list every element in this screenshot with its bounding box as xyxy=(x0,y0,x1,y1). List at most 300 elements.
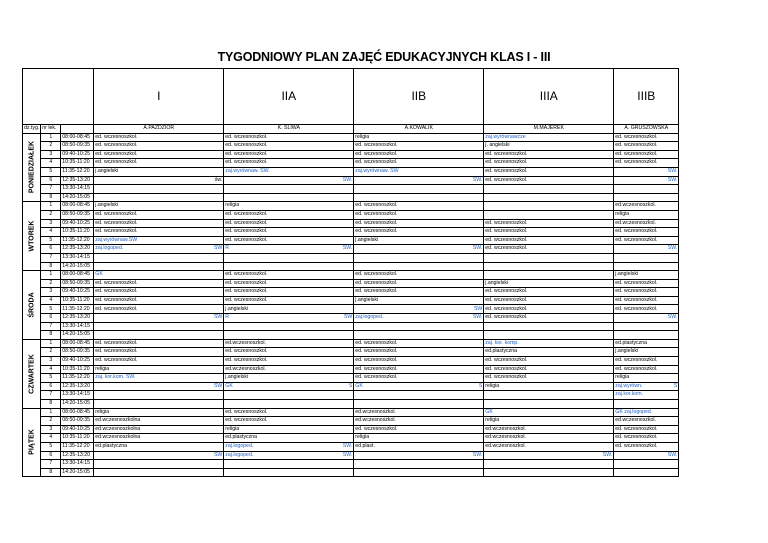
subject-cell xyxy=(354,245,484,254)
lesson-row xyxy=(23,357,679,366)
subject-cell xyxy=(354,382,484,391)
subject-cell xyxy=(354,408,484,417)
subject-content xyxy=(355,202,482,210)
subject-cell xyxy=(354,365,484,374)
lesson-row xyxy=(23,185,679,194)
lesson-row xyxy=(23,365,679,374)
subject-cell xyxy=(614,219,679,228)
subject-cell xyxy=(224,339,354,348)
lesson-number: 3 xyxy=(41,150,61,159)
room-note: ŚW. xyxy=(342,443,353,450)
subject-cell xyxy=(94,451,224,460)
subject-cell xyxy=(484,391,614,400)
subject-cell xyxy=(224,425,354,434)
lesson-number: 6 xyxy=(41,451,61,460)
subject-cell xyxy=(484,305,614,314)
subject-cell xyxy=(354,176,484,185)
subject-text: ed. wczesnoszkol. xyxy=(225,296,268,303)
subject-text: ed. wczesnoszkol. xyxy=(225,219,268,226)
subject-cell xyxy=(614,460,679,469)
subject-cell xyxy=(484,331,614,340)
subject-cell xyxy=(354,262,484,271)
subject-cell xyxy=(224,374,354,383)
subject-text: ed. wczesnoszkol. xyxy=(95,150,138,157)
lesson-row xyxy=(23,400,679,409)
subject-cell xyxy=(484,279,614,288)
subject-content xyxy=(95,314,222,322)
subject-content xyxy=(95,340,222,348)
subject-cell xyxy=(94,133,224,142)
subject-text: ed.wczesnoszkol. xyxy=(355,417,396,424)
subject-content xyxy=(95,211,222,219)
day-label xyxy=(23,133,41,202)
subject-text: ed. wczesnoszkol. xyxy=(95,339,138,346)
subject-cell xyxy=(484,167,614,176)
subject-content xyxy=(615,151,677,159)
subject-cell xyxy=(354,442,484,451)
subject-content xyxy=(615,220,677,228)
subject-content xyxy=(615,306,677,314)
room-note: ŚW. xyxy=(667,245,678,252)
subject-content xyxy=(225,452,352,460)
subject-text: ed.wczesnoszkolna xyxy=(95,417,141,424)
subject-text: ed. wczesnoszkol. xyxy=(355,279,398,286)
room-note: ŚW xyxy=(213,451,223,458)
lesson-row xyxy=(23,442,679,451)
subject-content xyxy=(355,177,482,185)
subject-cell xyxy=(484,322,614,331)
lesson-time: 14:20-15:05 xyxy=(61,400,94,409)
subject-cell xyxy=(94,202,224,211)
subject-content xyxy=(615,134,677,142)
subject-content xyxy=(225,443,352,451)
subject-cell xyxy=(94,400,224,409)
lesson-row xyxy=(23,348,679,357)
lesson-row xyxy=(23,305,679,314)
subject-cell xyxy=(354,348,484,357)
subject-cell xyxy=(224,210,354,219)
subject-cell xyxy=(224,150,354,159)
subject-text: ed. wczesnoszkol. xyxy=(355,142,398,149)
lesson-time: 08:50-09:35 xyxy=(61,279,94,288)
subject-cell xyxy=(354,357,484,366)
subject-text: zaj.logoped. xyxy=(225,443,254,450)
subject-cell xyxy=(484,314,614,323)
room-note: ŚW. xyxy=(342,176,353,183)
lesson-number: 4 xyxy=(41,228,61,237)
room-note: ŚW. xyxy=(602,451,613,458)
teacher-name: A.PAŹDZIOR xyxy=(94,125,224,134)
subject-cell xyxy=(94,357,224,366)
subject-cell xyxy=(354,236,484,245)
lesson-row xyxy=(23,451,679,460)
lesson-number: 3 xyxy=(41,288,61,297)
subject-content xyxy=(95,168,222,176)
subject-content xyxy=(485,348,612,356)
subject-text: ed. wczesnoszkol. xyxy=(615,296,658,303)
subject-cell xyxy=(94,253,224,262)
lesson-row xyxy=(23,374,679,383)
subject-content xyxy=(485,151,612,159)
subject-text: ed. wczesnoszkol. xyxy=(95,133,138,140)
subject-cell xyxy=(94,271,224,280)
subject-content xyxy=(355,383,482,391)
lesson-time: 12:35-13:20 xyxy=(61,314,94,323)
subject-cell xyxy=(224,296,354,305)
subject-cell xyxy=(354,331,484,340)
subject-cell xyxy=(484,219,614,228)
subject-text: j.angielski xyxy=(485,279,509,286)
subject-text: ed. wczesnoszkol. xyxy=(615,279,658,286)
lesson-time: 12:35-13:20 xyxy=(61,451,94,460)
subject-text: zaj.logoped. xyxy=(355,314,384,321)
subject-text: ed. wczesnoszkol. xyxy=(225,279,268,286)
lesson-time: 09:40-10:25 xyxy=(61,219,94,228)
subject-text: GK xyxy=(95,271,103,278)
subject-text: ed. wczesnoszkol. xyxy=(355,425,398,432)
subject-text: ed.wczesnoszkol. xyxy=(225,365,266,372)
subject-cell xyxy=(354,228,484,237)
subject-cell xyxy=(224,468,354,477)
subject-content xyxy=(615,417,677,425)
subject-text: ed. wczesnoszkol. xyxy=(615,133,658,140)
subject-text: j.angielski xyxy=(95,168,119,175)
lesson-number: 1 xyxy=(41,133,61,142)
subject-cell xyxy=(484,348,614,357)
lesson-time: 11:35-12:20 xyxy=(61,305,94,314)
subject-content xyxy=(615,142,677,150)
subject-cell xyxy=(94,374,224,383)
subject-content xyxy=(225,228,352,236)
room-note: ŚW. xyxy=(472,245,483,252)
subject-text: ed.wczesnoszkol. xyxy=(225,339,266,346)
subject-cell xyxy=(354,425,484,434)
subject-text: ed. wczesnoszkol. xyxy=(615,228,658,235)
lesson-time: 09:40-10:25 xyxy=(61,288,94,297)
subject-cell xyxy=(94,296,224,305)
subject-content xyxy=(615,202,677,210)
subject-content xyxy=(355,357,482,365)
subject-cell xyxy=(94,228,224,237)
subject-content xyxy=(225,271,352,279)
subject-content xyxy=(615,391,677,399)
subject-content xyxy=(225,288,352,296)
subject-content xyxy=(95,228,222,236)
lesson-row xyxy=(23,417,679,426)
lesson-row xyxy=(23,133,679,142)
subject-cell xyxy=(354,434,484,443)
lesson-row xyxy=(23,331,679,340)
subject-content xyxy=(485,245,612,253)
subject-text: R xyxy=(225,314,230,321)
subject-content xyxy=(485,383,612,391)
subject-text: ed. wczesnoszkol. xyxy=(95,142,138,149)
subject-content xyxy=(225,142,352,150)
subject-cell xyxy=(224,408,354,417)
subject-content xyxy=(615,434,677,442)
subject-cell xyxy=(224,400,354,409)
subject-content xyxy=(225,340,352,348)
subject-cell xyxy=(484,150,614,159)
subject-text: zaj.wyrówn. xyxy=(615,382,643,389)
subject-cell xyxy=(484,400,614,409)
lesson-number: 7 xyxy=(41,391,61,400)
subject-text: R xyxy=(225,245,230,252)
subject-text: ed. wczesnoszkol. xyxy=(95,357,138,364)
teacher-name: A.KOWALIK xyxy=(354,125,484,134)
lesson-row xyxy=(23,142,679,151)
subject-cell xyxy=(94,460,224,469)
room-note: ŚW. xyxy=(342,451,353,458)
subject-text: zaj.logoped. xyxy=(225,451,254,458)
subject-text: ed. wczesnoszkol. xyxy=(615,365,658,372)
subject-text: ed. wczesnoszkol. xyxy=(485,305,528,312)
subject-content xyxy=(485,357,612,365)
lesson-row xyxy=(23,262,679,271)
subject-text: ed. wczesnoszkol. xyxy=(225,236,268,243)
subject-text: ed. wczesnoszkol. xyxy=(95,348,138,355)
teacher-name: K. ŚLIWA xyxy=(224,125,354,134)
subject-cell xyxy=(94,339,224,348)
subject-content xyxy=(355,228,482,236)
day-name: PIĄTEK xyxy=(27,429,35,456)
room-note: Ś xyxy=(673,382,678,389)
lesson-number: 7 xyxy=(41,322,61,331)
lesson-number: 5 xyxy=(41,442,61,451)
lesson-number: 2 xyxy=(41,279,61,288)
subject-content xyxy=(615,348,677,356)
subject-content xyxy=(95,306,222,314)
subject-content xyxy=(225,134,352,142)
subject-content xyxy=(225,245,352,253)
subject-cell xyxy=(354,142,484,151)
lesson-time: 10:35-11:20 xyxy=(61,365,94,374)
subject-text: j.angielski xyxy=(355,236,379,243)
subject-cell xyxy=(484,176,614,185)
subject-text: ed. wczesnoszkol. xyxy=(485,296,528,303)
subject-cell xyxy=(614,176,679,185)
subject-cell xyxy=(614,167,679,176)
room-note: ŚW. xyxy=(472,176,483,183)
lesson-time: 08:00-08:45 xyxy=(61,202,94,211)
subject-cell xyxy=(614,202,679,211)
subject-content xyxy=(615,159,677,167)
subject-content xyxy=(95,245,222,253)
lesson-time: 10:35-11:20 xyxy=(61,296,94,305)
subject-text: ed. wczesnoszkol. xyxy=(615,357,658,364)
subject-content xyxy=(95,417,222,425)
subject-text: ed. wczesnoszkol. xyxy=(355,202,398,209)
subject-content xyxy=(355,409,482,417)
subject-cell xyxy=(354,193,484,202)
subject-cell xyxy=(484,468,614,477)
subject-content xyxy=(225,348,352,356)
subject-cell xyxy=(94,425,224,434)
subject-cell xyxy=(224,271,354,280)
subject-cell xyxy=(354,468,484,477)
subject-cell xyxy=(614,305,679,314)
subject-cell xyxy=(354,210,484,219)
subject-text: ed. wczesnoszkol. xyxy=(225,408,268,415)
subject-content xyxy=(355,159,482,167)
lesson-number: 4 xyxy=(41,296,61,305)
class-name: IIIB xyxy=(614,69,679,125)
subject-cell xyxy=(94,365,224,374)
subject-text: ed. wczesnoszkol. xyxy=(355,219,398,226)
lesson-row xyxy=(23,391,679,400)
subject-cell xyxy=(94,176,224,185)
lesson-row xyxy=(23,288,679,297)
subject-cell xyxy=(484,374,614,383)
subject-text: ed. wczesnoszkol. xyxy=(485,245,528,252)
subject-cell xyxy=(224,236,354,245)
teacher-name: A. GRUSZOWSKA xyxy=(614,125,679,134)
lesson-number: 6 xyxy=(41,314,61,323)
subject-text: ed. wczesnoszkol. xyxy=(355,374,398,381)
lesson-number: 6 xyxy=(41,245,61,254)
subject-text: ed.wczesnoszkol. xyxy=(355,408,396,415)
subject-content xyxy=(225,366,352,374)
subject-content xyxy=(615,245,677,253)
lesson-number: 4 xyxy=(41,365,61,374)
subject-text: ed. wczesnoszkol. xyxy=(355,365,398,372)
subject-cell xyxy=(94,279,224,288)
day-name: PONIEDZIAŁEK xyxy=(27,141,35,194)
lesson-row xyxy=(23,434,679,443)
subject-text: religia xyxy=(225,202,240,209)
subject-content xyxy=(615,297,677,305)
subject-content xyxy=(95,177,222,185)
subject-content xyxy=(615,280,677,288)
subject-content xyxy=(485,443,612,451)
subject-cell xyxy=(224,253,354,262)
subject-content xyxy=(355,280,482,288)
subject-cell xyxy=(484,288,614,297)
lesson-time: 10:35-11:20 xyxy=(61,434,94,443)
lesson-time: 08:50-09:35 xyxy=(61,417,94,426)
subject-content xyxy=(225,151,352,159)
lesson-number: 4 xyxy=(41,159,61,168)
class-name: IIA xyxy=(224,69,354,125)
subject-content xyxy=(355,271,482,279)
subject-cell xyxy=(614,417,679,426)
lesson-row xyxy=(23,245,679,254)
subject-text: ed. wczesnoszkol. xyxy=(225,159,268,166)
subject-text: ed. wczesnoszkol. xyxy=(225,417,268,424)
subject-cell xyxy=(94,322,224,331)
subject-cell xyxy=(484,451,614,460)
subject-text: ed. wczesnoszkol. xyxy=(615,443,658,450)
subject-content xyxy=(615,168,677,176)
subject-content xyxy=(355,297,482,305)
subject-content xyxy=(485,288,612,296)
subject-cell xyxy=(614,288,679,297)
subject-content xyxy=(615,409,677,417)
subject-cell xyxy=(614,236,679,245)
lesson-time: 12:35-13:20 xyxy=(61,245,94,254)
subject-cell xyxy=(484,425,614,434)
subject-cell xyxy=(224,288,354,297)
room-note: ŚW. xyxy=(342,245,353,252)
subject-text: ed. wczesnoszkol. xyxy=(615,236,658,243)
subject-cell xyxy=(94,314,224,323)
subject-text: religia xyxy=(355,133,370,140)
subject-content xyxy=(485,417,612,425)
lesson-time: 08:50-09:35 xyxy=(61,348,94,357)
subject-text: j.angielski xyxy=(355,296,379,303)
lesson-number: 8 xyxy=(41,331,61,340)
subject-text: ed. wczesnoszkol. xyxy=(355,339,398,346)
lesson-number: 3 xyxy=(41,425,61,434)
subject-content xyxy=(485,220,612,228)
subject-cell xyxy=(484,202,614,211)
day-col-header: dz.tyg. xyxy=(23,125,41,134)
subject-cell xyxy=(354,391,484,400)
subject-text: ed.wczesnoszkol. xyxy=(485,425,526,432)
subject-cell xyxy=(224,176,354,185)
subject-cell xyxy=(94,288,224,297)
subject-text: ed. wczesnoszkol. xyxy=(615,150,658,157)
lesson-time: 14:20-15:05 xyxy=(61,262,94,271)
subject-cell xyxy=(94,245,224,254)
subject-text: ed. wczesnoszkol. xyxy=(95,210,138,217)
subject-cell xyxy=(94,391,224,400)
lesson-row xyxy=(23,279,679,288)
subject-cell xyxy=(614,193,679,202)
subject-cell xyxy=(484,408,614,417)
subject-content xyxy=(95,434,222,442)
subject-cell xyxy=(354,339,484,348)
lesson-number: 8 xyxy=(41,193,61,202)
subject-cell xyxy=(614,271,679,280)
subject-content xyxy=(95,202,222,210)
lesson-time: 12:35-13:20 xyxy=(61,176,94,185)
lesson-row xyxy=(23,159,679,168)
subject-cell xyxy=(614,339,679,348)
subject-content xyxy=(615,237,677,245)
subject-cell xyxy=(354,305,484,314)
room-note: Ś xyxy=(348,382,353,389)
subject-cell xyxy=(354,322,484,331)
subject-text: j. angielski xyxy=(485,142,510,149)
lesson-row xyxy=(23,339,679,348)
subject-text: ed. wczesnoszkol. xyxy=(485,374,528,381)
subject-text: ed.plast. xyxy=(355,443,375,450)
subject-text: ed.plastyczna xyxy=(615,339,648,346)
subject-cell xyxy=(354,451,484,460)
subject-content xyxy=(95,280,222,288)
day-name: WTOREK xyxy=(27,220,35,252)
lesson-number: 2 xyxy=(41,210,61,219)
lesson-time: 14:20-15:05 xyxy=(61,331,94,340)
subject-cell xyxy=(484,159,614,168)
lesson-time: 08:00-08:45 xyxy=(61,339,94,348)
day-label xyxy=(23,339,41,408)
subject-cell xyxy=(94,167,224,176)
subject-content xyxy=(615,340,677,348)
room-note: św. xyxy=(214,176,223,183)
subject-text: ed.wczesnoszkol. xyxy=(615,417,656,424)
lesson-row xyxy=(23,253,679,262)
subject-text: GK xyxy=(485,408,493,415)
room-note: ŚW xyxy=(213,245,223,252)
schedule-sheet xyxy=(22,68,750,487)
subject-cell xyxy=(224,167,354,176)
lesson-row xyxy=(23,314,679,323)
subject-text: zaj.wyrównawcze xyxy=(485,133,526,140)
subject-cell xyxy=(484,417,614,426)
day-label xyxy=(23,271,41,340)
